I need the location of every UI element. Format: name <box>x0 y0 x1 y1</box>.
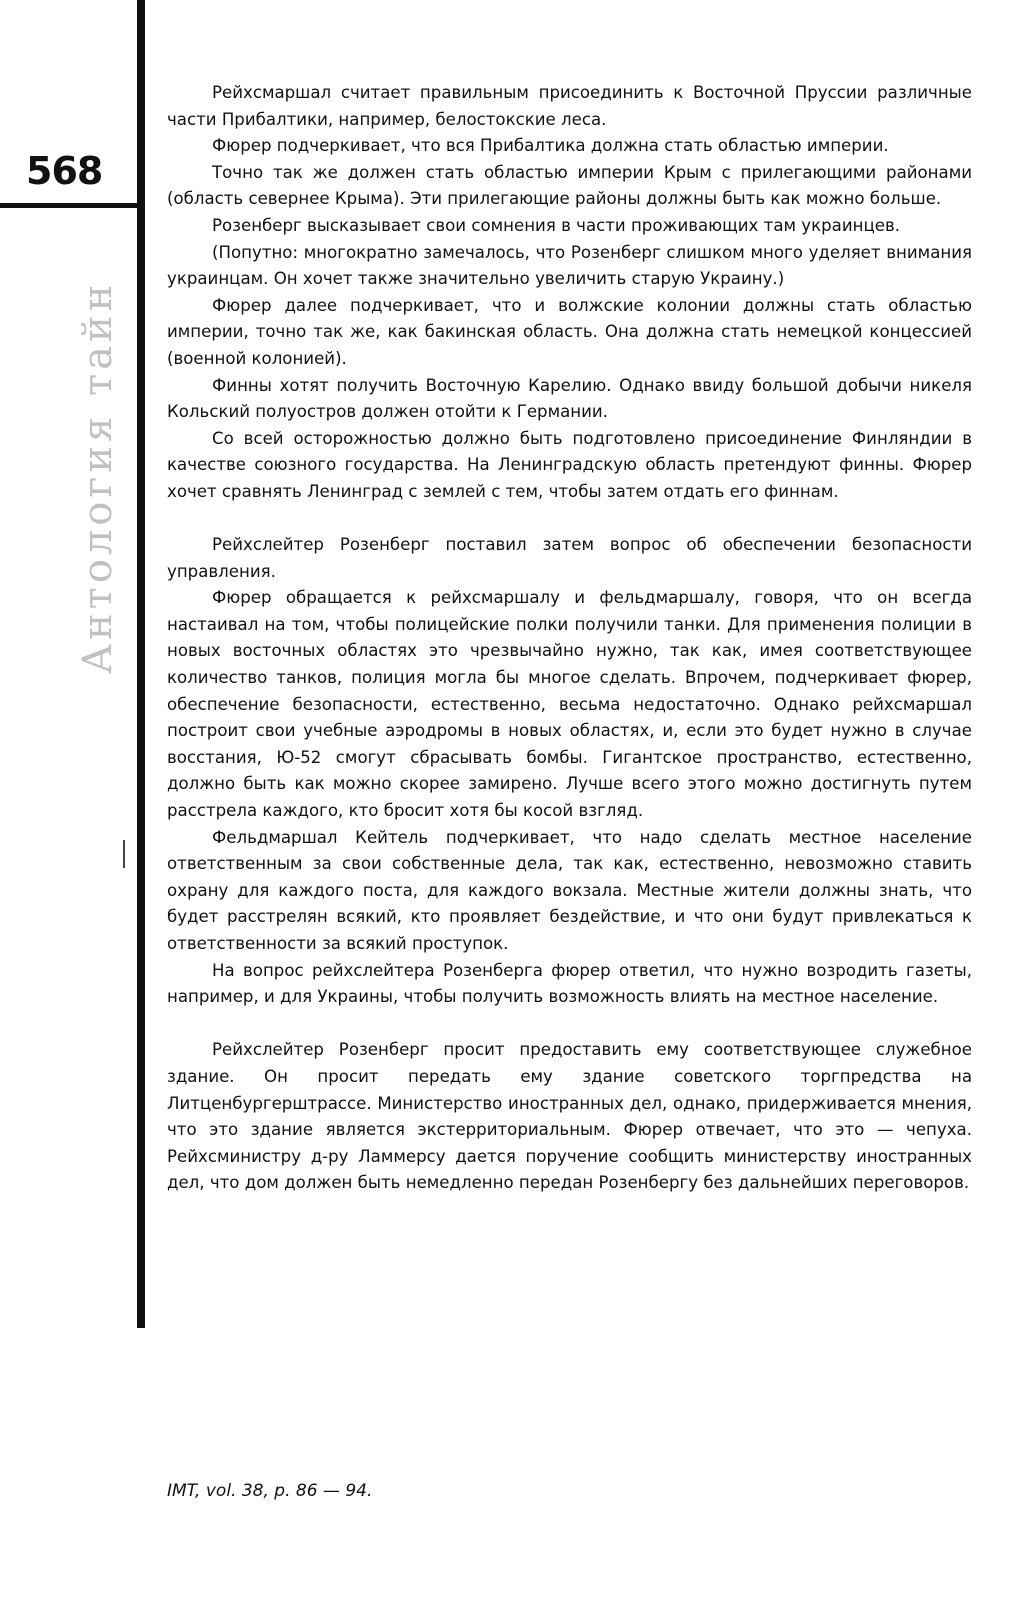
paragraph: Рейхсмаршал считает правильным присоединить к Восточной Пруссии различные части Прибалтики, например, белостокские леса. <box>167 83 972 129</box>
paragraph: Финны хотят получить Восточную Карелию. Однако ввиду большой добычи никеля Кольский полуостров должен отойти к Германии. <box>167 375 972 422</box>
paragraph: Фюрер обращается к рейхсмаршалу и фельдмаршалу, говоря, что он всегда настаивал на том, чтобы полицейские полки получили танки. Для применения полиции в новых восточных областях это чрезвычайно нужно, так как, имея соответствующее количество танков, полиция могла бы многое сделать. Впрочем, подчеркивает фюрер, обеспечение безопасности, естественно, весьма недостаточно. Однако рейхсмаршал построит свои учебные аэродромы в новых областях, и, если это будет нужно в случае восстания, Ю-52 смогут сбрасывать бомбы. Гигантское пространство, естественно, должно быть как можно скорее замирено. Лучше всего этого можно достигнуть путем расстрела каждого, кто бросит хотя бы косой взгляд. <box>167 588 972 821</box>
margin-vertical-rule <box>137 0 145 1328</box>
page-number: 568 <box>26 149 103 193</box>
sidebar-running-title <box>68 225 128 730</box>
paragraph: Розенберг высказывает свои сомнения в части проживающих там украинцев. <box>212 215 901 235</box>
margin-mark <box>123 840 125 868</box>
paragraph: Со всей осторожностью должно быть подготовлено присоединение Финляндии в качестве союзного государства. На Ленинградскую область претендуют финны. Фюрер хочет сравнять Ленинград с землей с тем, чтобы затем отдать его финнам. <box>167 428 972 501</box>
body-text <box>167 80 972 1197</box>
paragraph: Рейхслейтер Розенберг поставил затем вопрос об обеспечении безопасности управления. <box>167 535 972 581</box>
paragraph: Фюрер далее подчеркивает, что и волжские колонии должны стать областью империи, точно так же, как бакинская область. Она должна стать немецкой концессией (военной колонией). <box>167 295 972 368</box>
sidebar-running-title-text: Антология тайн <box>75 280 121 675</box>
source-citation: IMT, vol. 38, p. 86 — 94. <box>167 1481 373 1501</box>
paragraph: На вопрос рейхслейтера Розенберга фюрер ответил, что нужно возродить газеты, например, и для Украины, чтобы получить возможность влиять на местное население. <box>167 960 972 1007</box>
paragraph: Фюрер подчеркивает, что вся Прибалтика должна стать областью империи. <box>212 136 889 156</box>
paragraph: Фельдмаршал Кейтель подчеркивает, что надо сделать местное население ответственным за свои собственные дела, так как, естественно, невозможно ставить охрану для каждого поста, для каждого вокзала. Местные жители должны знать, что будет расстрелян всякий, кто проявляет бездействие, и что они будут привлекаться к ответственности за всякий проступок. <box>167 827 972 953</box>
paragraph: Рейхслейтер Розенберг просит предоставить ему соответствующее служебное здание. Он просит передать ему здание советского торгпредства на Литценбургерштрассе. Министерство иностранных дел, однако, придерживается мнения, что это здание является экстерриториальным. Фюрер отвечает, что это — чепуха. Рейхсминистру д-ру Ламмерсу дается поручение сообщить министерству иностранных дел, что дом должен быть немедленно передан Розенбергу без дальнейших переговоров. <box>167 1040 972 1193</box>
paragraph: (Попутно: многократно замечалось, что Розенберг слишком много уделяет внимания украинцам. Он хочет также значительно увеличить старую Украину.) <box>167 242 972 289</box>
page-number-underline <box>0 203 145 208</box>
paragraph: Точно так же должен стать областью империи Крым с прилегающими районами (область севернее Крыма). Эти прилегающие районы должны быть как можно больше. <box>167 162 972 209</box>
